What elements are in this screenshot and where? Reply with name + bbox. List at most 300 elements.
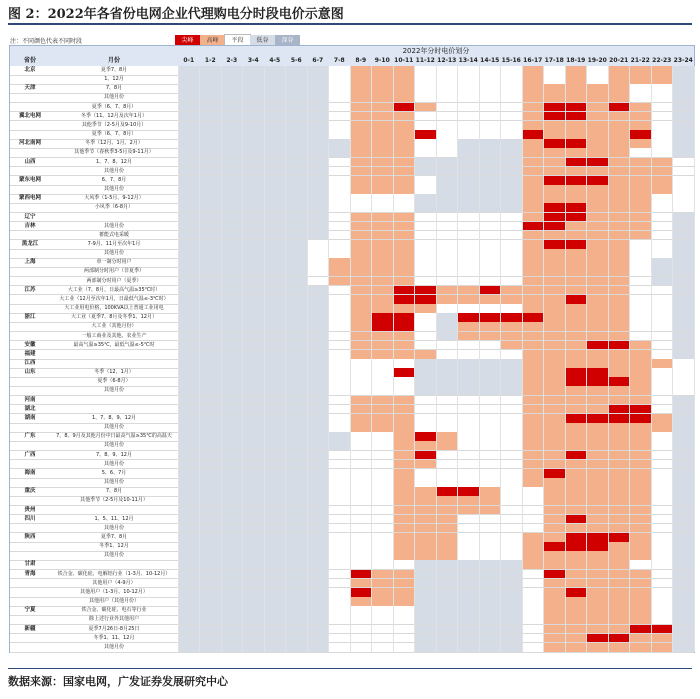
period-cell <box>651 560 672 569</box>
table-row <box>10 551 694 560</box>
period-cell <box>544 451 565 460</box>
period-cell <box>565 533 586 542</box>
period-cell <box>243 524 264 533</box>
table-row <box>10 634 694 643</box>
period-cell <box>673 75 694 84</box>
province-cell: 蒙西电网 <box>18 195 41 202</box>
period-cell <box>630 615 651 624</box>
period-cell <box>565 597 586 606</box>
period-cell <box>436 643 457 652</box>
period-cell <box>329 350 350 359</box>
period-cell <box>673 506 694 515</box>
period-cell <box>307 597 328 606</box>
table-row <box>10 313 694 322</box>
period-cell <box>479 643 500 652</box>
period-cell <box>651 112 672 121</box>
table-row <box>10 213 694 222</box>
period-cell <box>565 469 586 478</box>
period-cell <box>264 460 285 469</box>
table-row <box>10 432 694 441</box>
period-cell <box>522 625 543 634</box>
period-cell <box>329 194 350 203</box>
period-cell <box>393 496 414 505</box>
period-cell <box>544 368 565 377</box>
period-cell <box>178 432 199 441</box>
period-cell <box>286 606 307 615</box>
period-cell <box>587 451 608 460</box>
legend-item: 深谷 <box>275 35 300 46</box>
period-cell <box>372 396 393 405</box>
period-cell <box>565 139 586 148</box>
period-cell <box>307 258 328 267</box>
period-cell <box>200 560 221 569</box>
period-cell <box>372 231 393 240</box>
period-cell <box>286 515 307 524</box>
period-cell <box>264 506 285 515</box>
period-cell <box>372 167 393 176</box>
period-cell <box>243 625 264 634</box>
period-cell <box>307 167 328 176</box>
period-cell <box>651 405 672 414</box>
province-cell: 宁夏 <box>24 607 36 614</box>
period-cell <box>587 515 608 524</box>
period-cell <box>178 322 199 331</box>
period-cell <box>307 332 328 341</box>
period-cell <box>608 386 629 395</box>
table-row <box>10 222 694 231</box>
period-cell <box>243 423 264 432</box>
period-cell <box>286 167 307 176</box>
period-cell <box>587 194 608 203</box>
period-cell <box>630 322 651 331</box>
month-cell: 一般工商业及其他、农业生产 <box>81 332 147 339</box>
period-cell <box>393 203 414 212</box>
period-cell <box>630 313 651 322</box>
period-cell <box>479 606 500 615</box>
period-cell <box>307 75 328 84</box>
period-cell <box>178 258 199 267</box>
period-cell <box>393 286 414 295</box>
period-cell <box>393 249 414 258</box>
period-cell <box>393 258 414 267</box>
period-cell <box>393 542 414 551</box>
period-cell <box>393 213 414 222</box>
period-cell <box>221 176 242 185</box>
period-cell <box>264 313 285 322</box>
period-cell <box>501 332 522 341</box>
period-cell <box>458 332 479 341</box>
period-cell <box>243 551 264 560</box>
period-cell <box>651 625 672 634</box>
period-cell <box>372 643 393 652</box>
period-cell <box>630 350 651 359</box>
period-cell <box>415 139 436 148</box>
period-cell <box>544 286 565 295</box>
province-cell: 山西 <box>24 158 36 165</box>
column-divider <box>586 66 587 652</box>
period-cell <box>372 84 393 93</box>
period-cell <box>436 460 457 469</box>
period-cell <box>178 249 199 258</box>
period-cell <box>264 231 285 240</box>
period-cell <box>565 103 586 112</box>
hour-column-header: 21-22 <box>630 57 650 64</box>
period-cell <box>587 469 608 478</box>
period-cell <box>458 295 479 304</box>
period-cell <box>415 460 436 469</box>
period-cell <box>178 103 199 112</box>
period-cell <box>479 194 500 203</box>
period-cell <box>264 350 285 359</box>
period-cell <box>436 560 457 569</box>
period-cell <box>178 185 199 194</box>
month-cell: 1、12月 <box>104 76 124 83</box>
period-cell <box>501 341 522 350</box>
period-cell <box>264 579 285 588</box>
period-cell <box>200 112 221 121</box>
period-cell <box>587 570 608 579</box>
period-cell <box>673 258 694 267</box>
period-cell <box>178 460 199 469</box>
province-cell: 江西 <box>24 360 36 366</box>
period-cell <box>630 533 651 542</box>
period-cell <box>651 441 672 450</box>
period-cell <box>501 103 522 112</box>
period-cell <box>415 194 436 203</box>
table-row <box>10 606 694 615</box>
table-row <box>10 533 694 542</box>
period-cell <box>544 194 565 203</box>
period-cell <box>436 222 457 231</box>
period-cell <box>350 579 371 588</box>
period-cell <box>522 359 543 368</box>
period-cell <box>329 441 350 450</box>
period-cell <box>329 249 350 258</box>
period-cell <box>264 75 285 84</box>
period-cell <box>286 139 307 148</box>
period-cell <box>243 350 264 359</box>
period-cell <box>608 560 629 569</box>
period-cell <box>522 249 543 258</box>
period-cell <box>479 506 500 515</box>
period-cell <box>372 542 393 551</box>
period-cell <box>673 423 694 432</box>
period-cell <box>608 213 629 222</box>
period-cell <box>243 313 264 322</box>
period-cell <box>587 615 608 624</box>
period-cell <box>544 277 565 286</box>
period-cell <box>415 368 436 377</box>
period-cell <box>372 560 393 569</box>
column-divider <box>479 66 480 652</box>
period-cell <box>415 496 436 505</box>
period-cell <box>393 130 414 139</box>
period-cell <box>350 103 371 112</box>
period-cell <box>630 643 651 652</box>
period-cell <box>307 506 328 515</box>
month-cell: 最高气温≥35℃，最低气温≤-5℃时 <box>73 341 155 348</box>
period-cell <box>264 304 285 313</box>
table-row <box>10 231 694 240</box>
period-cell <box>372 368 393 377</box>
period-cell <box>372 478 393 487</box>
period-cell <box>307 313 328 322</box>
period-cell <box>178 515 199 524</box>
period-cell <box>544 515 565 524</box>
period-cell <box>178 240 199 249</box>
column-divider <box>522 66 523 652</box>
period-cell <box>264 588 285 597</box>
period-cell <box>436 441 457 450</box>
period-cell <box>243 322 264 331</box>
period-cell <box>329 478 350 487</box>
period-cell <box>479 267 500 276</box>
period-cell <box>178 414 199 423</box>
period-cell <box>479 322 500 331</box>
period-cell <box>565 158 586 167</box>
period-cell <box>264 341 285 350</box>
period-cell <box>587 588 608 597</box>
period-cell <box>350 322 371 331</box>
period-cell <box>286 524 307 533</box>
period-cell <box>565 213 586 222</box>
month-cell: 单一制分时用户 <box>96 259 132 266</box>
period-cell <box>372 332 393 341</box>
period-cell <box>286 377 307 386</box>
period-cell <box>286 66 307 75</box>
period-cell <box>286 93 307 102</box>
period-cell <box>544 176 565 185</box>
period-cell <box>372 451 393 460</box>
period-cell <box>501 66 522 75</box>
period-cell <box>436 203 457 212</box>
period-cell <box>350 478 371 487</box>
period-cell <box>200 597 221 606</box>
column-divider <box>672 66 673 652</box>
period-cell <box>286 570 307 579</box>
period-cell <box>651 249 672 258</box>
period-cell <box>587 524 608 533</box>
period-cell <box>200 405 221 414</box>
period-cell <box>200 487 221 496</box>
period-cell <box>436 295 457 304</box>
period-cell <box>329 551 350 560</box>
period-cell <box>372 350 393 359</box>
period-cell <box>522 615 543 624</box>
period-cell <box>544 66 565 75</box>
period-cell <box>565 570 586 579</box>
period-cell <box>286 350 307 359</box>
period-cell <box>458 478 479 487</box>
period-cell <box>501 350 522 359</box>
period-cell <box>479 451 500 460</box>
period-cell <box>200 185 221 194</box>
period-cell <box>458 560 479 569</box>
period-cell <box>608 322 629 331</box>
table-row <box>10 588 694 597</box>
period-cell <box>221 515 242 524</box>
period-cell <box>501 185 522 194</box>
period-cell <box>501 148 522 157</box>
period-cell <box>372 634 393 643</box>
column-divider <box>393 66 394 652</box>
period-cell <box>286 643 307 652</box>
period-cell <box>415 615 436 624</box>
period-cell <box>200 634 221 643</box>
period-cell <box>565 377 586 386</box>
period-cell <box>608 643 629 652</box>
period-cell <box>673 469 694 478</box>
period-cell <box>393 139 414 148</box>
period-cell <box>673 176 694 185</box>
period-cell <box>350 167 371 176</box>
month-cell: 其他季节（2-5月及10-11月） <box>80 497 148 504</box>
period-cell <box>350 240 371 249</box>
period-cell <box>372 515 393 524</box>
period-cell <box>415 222 436 231</box>
period-cell <box>393 359 414 368</box>
period-cell <box>200 277 221 286</box>
period-cell <box>630 93 651 102</box>
period-cell <box>673 625 694 634</box>
month-cell: 其他月份 <box>103 94 124 101</box>
period-cell <box>221 93 242 102</box>
period-cell <box>372 570 393 579</box>
period-cell <box>221 286 242 295</box>
period-cell <box>651 469 672 478</box>
column-divider <box>285 66 286 652</box>
period-cell <box>458 588 479 597</box>
hour-column-header: 22-23 <box>652 57 672 64</box>
period-cell <box>329 560 350 569</box>
period-cell <box>544 396 565 405</box>
period-cell <box>458 515 479 524</box>
period-cell <box>501 625 522 634</box>
period-cell <box>264 496 285 505</box>
table-row <box>10 377 694 386</box>
period-cell <box>329 112 350 121</box>
period-cell <box>200 359 221 368</box>
period-cell <box>544 332 565 341</box>
period-cell <box>286 432 307 441</box>
period-cell <box>651 176 672 185</box>
period-cell <box>415 121 436 130</box>
period-cell <box>544 606 565 615</box>
period-cell <box>372 66 393 75</box>
month-cell: 其他月份 <box>103 167 124 174</box>
province-cell: 河南 <box>24 396 36 403</box>
source-rule <box>8 668 692 669</box>
period-cell <box>286 634 307 643</box>
period-cell <box>393 194 414 203</box>
period-cell <box>243 240 264 249</box>
period-cell <box>458 542 479 551</box>
period-cell <box>630 487 651 496</box>
period-cell <box>329 332 350 341</box>
period-cell <box>651 66 672 75</box>
hour-column-header: 0-1 <box>183 57 195 64</box>
period-cell <box>178 643 199 652</box>
period-cell <box>286 277 307 286</box>
period-cell <box>565 322 586 331</box>
period-cell <box>372 112 393 121</box>
period-cell <box>436 515 457 524</box>
period-cell <box>565 130 586 139</box>
period-cell <box>673 139 694 148</box>
period-cell <box>221 542 242 551</box>
period-cell <box>436 542 457 551</box>
period-cell <box>307 634 328 643</box>
period-cell <box>415 432 436 441</box>
period-cell <box>178 341 199 350</box>
period-cell <box>522 423 543 432</box>
period-cell <box>608 286 629 295</box>
period-cell <box>587 432 608 441</box>
period-cell <box>608 496 629 505</box>
column-divider <box>608 66 609 652</box>
table-row <box>10 66 694 75</box>
period-cell <box>436 167 457 176</box>
period-cell <box>436 313 457 322</box>
period-cell <box>350 286 371 295</box>
period-cell <box>221 203 242 212</box>
period-cell <box>501 139 522 148</box>
period-cell <box>178 332 199 341</box>
period-cell <box>200 75 221 84</box>
period-cell <box>565 194 586 203</box>
period-cell <box>372 588 393 597</box>
period-cell <box>221 75 242 84</box>
period-cell <box>393 103 414 112</box>
period-cell <box>221 313 242 322</box>
period-cell <box>329 222 350 231</box>
month-cell: 除上述行业外其他用户 <box>88 616 139 623</box>
hour-column-header: 2-3 <box>226 57 238 64</box>
month-cell: 铁合金、碳化硅、电石等行业 <box>81 607 147 614</box>
period-cell <box>544 588 565 597</box>
period-cell <box>200 524 221 533</box>
period-cell <box>350 560 371 569</box>
period-cell <box>673 643 694 652</box>
period-cell <box>458 441 479 450</box>
table-row <box>10 258 694 267</box>
period-cell <box>243 139 264 148</box>
period-cell <box>178 588 199 597</box>
period-cell <box>544 84 565 93</box>
hour-column-header: 19-20 <box>587 57 607 64</box>
period-cell <box>565 615 586 624</box>
period-cell <box>329 103 350 112</box>
period-cell <box>565 386 586 395</box>
period-cell <box>651 377 672 386</box>
period-cell <box>651 551 672 560</box>
period-cell <box>178 597 199 606</box>
period-cell <box>587 377 608 386</box>
period-cell <box>372 359 393 368</box>
table-row <box>10 167 694 176</box>
table-row <box>10 93 694 102</box>
period-cell <box>651 478 672 487</box>
period-cell <box>200 625 221 634</box>
period-cell <box>329 359 350 368</box>
period-cell <box>651 359 672 368</box>
period-cell <box>221 112 242 121</box>
period-cell <box>264 112 285 121</box>
period-cell <box>458 460 479 469</box>
period-cell <box>286 368 307 377</box>
period-cell <box>393 423 414 432</box>
period-cell <box>393 231 414 240</box>
